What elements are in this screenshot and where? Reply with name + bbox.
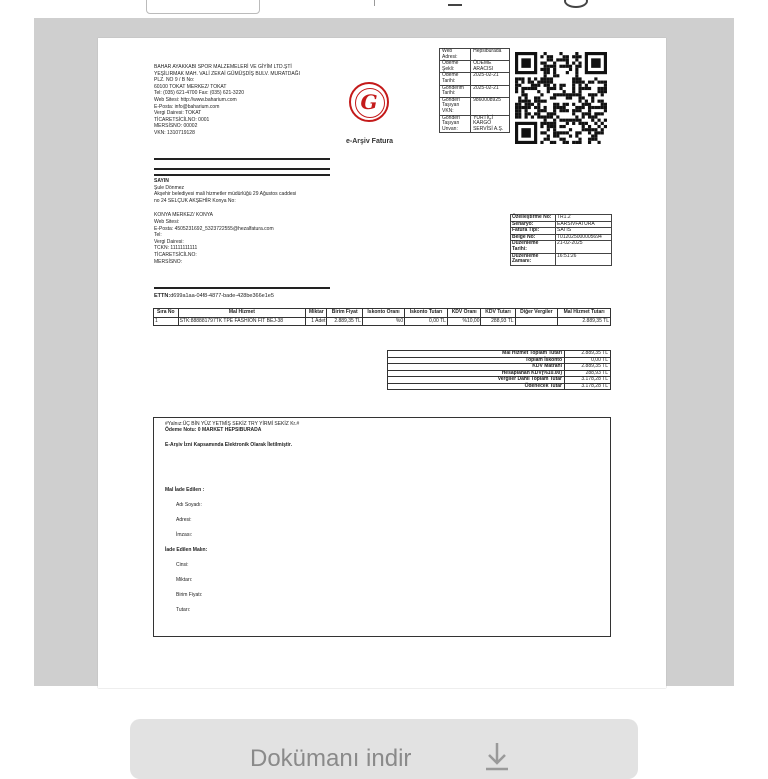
amount-in-words: #Yalnız:ÜÇ BİN YÜZ YETMİŞ SEKİZ TRY YİRMİ SEKİZ Kr.#: [165, 421, 300, 427]
items-cell: 0,00 TL: [405, 317, 448, 326]
buyer-line: TİCARETSİCİLNO:: [154, 251, 197, 258]
items-header: Sıra No: [154, 309, 179, 318]
ettn-label: ETTN:: [154, 293, 171, 299]
invoice-key: Senaryo:: [511, 221, 556, 228]
shipment-meta-table: [439, 48, 510, 133]
meta-row: [440, 73, 510, 85]
return-signature-label: İmzası:: [176, 532, 193, 538]
totals-table: [387, 350, 611, 390]
return-amount-label: Tutarı:: [176, 607, 191, 613]
items-header: Miktar: [306, 309, 327, 318]
toolbar-button[interactable]: [146, 0, 260, 14]
meta-row: [440, 49, 510, 61]
invoice-value: TR1.2: [556, 215, 612, 222]
toolbar-icon[interactable]: [564, 0, 588, 8]
buyer-line: TCKN: 11111111111: [154, 245, 198, 252]
meta-value: 2025-02-21: [471, 73, 510, 85]
return-goods-heading: İade Edilen Malın:: [165, 547, 208, 553]
meta-row: [440, 97, 510, 115]
items-cell: %0: [362, 317, 404, 326]
invoice-key: Belge No:: [511, 234, 556, 241]
meta-key: Web Adresi:: [440, 49, 471, 61]
buyer-line: Şule Dönmez: [154, 184, 185, 191]
items-cell: %10,00: [447, 317, 481, 326]
invoice-key: Düzenleme Zamanı:: [511, 253, 556, 265]
meta-value: Hepsiburada: [471, 49, 510, 61]
download-button-label: Dokümanı indir: [250, 745, 412, 772]
gib-logo: G: [349, 82, 389, 122]
notes-box: [153, 417, 611, 637]
viewer-toolbar: [34, 0, 734, 19]
meta-key: Gönderi Taşıyan VKN:: [440, 97, 471, 115]
invoice-info-table: [510, 214, 612, 266]
seller-line: Vergi Dairesi: TOKAT: [154, 110, 202, 117]
ettn-value: d699a1aa-04f8-4877-bade-428be366e1e5: [170, 293, 274, 299]
invoice-value: T012025000005694: [556, 234, 612, 241]
ettn: [154, 293, 274, 299]
seller-line: TİCARETSİCİLNO: 0001: [154, 116, 210, 123]
items-header: İskonto Oranı: [362, 309, 404, 318]
invoice-key: Düzenleme Tarihi:: [511, 241, 556, 253]
divider: [154, 174, 330, 176]
download-document-button[interactable]: [130, 719, 638, 779]
totals-key: KDV Matrahı: [388, 364, 565, 371]
invoice-key: Özelleştirme No:: [511, 215, 556, 222]
return-name-label: Adı Soyadı:: [176, 502, 202, 508]
qr-code-icon: [515, 52, 607, 144]
seller-line: BAHAR AYAKKABI SPOR MALZEMELERİ VE GİYİM LTD.ŞTİ: [154, 64, 292, 70]
return-quantity-label: Miktarı:: [176, 577, 193, 583]
items-cell: STK:888881797TK TPE FASHION FİT BEJ-38: [178, 317, 306, 326]
meta-row: [440, 85, 510, 97]
table-row: [154, 317, 611, 326]
divider: [154, 168, 330, 170]
items-cell: 1: [154, 317, 179, 326]
seller-line: Web Sitesi: http://www.baharium.com: [154, 96, 237, 103]
buyer-line: Akşehir belediyesi mali hizmetler müdürlüğü 29 Ağustos caddesi: [154, 191, 297, 198]
meta-key: Ödeme Tarihi:: [440, 73, 471, 85]
items-header: Birim Fiyat: [327, 309, 362, 318]
download-icon: [482, 741, 512, 771]
payment-note: Ödeme Notu: 0 MARKET HEPSIBURADA: [165, 427, 262, 433]
return-type-label: Cinsi:: [176, 562, 189, 568]
buyer-info: [154, 178, 414, 265]
buyer-line: KONYA MERKEZ/ KONYA: [154, 212, 213, 219]
items-table: [153, 308, 611, 326]
buyer-line: MERSİSNO:: [154, 258, 183, 265]
meta-value: YURTİÇİ KARGO SERVİSİ A.Ş.: [471, 115, 510, 133]
invoice-row: [511, 253, 612, 265]
seller-line: MERSİSNO: 00002: [154, 123, 198, 130]
totals-value: 0,00 TL: [565, 357, 611, 364]
totals-key: Ödenecek Tutar: [388, 383, 565, 390]
items-header: Mal Hizmet: [178, 309, 306, 318]
buyer-line: Tel:: [154, 232, 162, 239]
meta-value: 2025-02-21: [471, 85, 510, 97]
meta-key: Gönderi Taşıyan Unvan:: [440, 115, 471, 133]
buyer-line: E-Posta: 4505231692_5323722555@hezalfatura.com: [154, 225, 274, 232]
totals-key: Mal Hizmet Toplam Tutarı: [388, 351, 565, 358]
seller-line: VKN: 1310719128: [154, 129, 195, 136]
totals-value: 2.889,35 TL: [565, 364, 611, 371]
invoice-value: 21-02-2025: [556, 241, 612, 253]
return-address-label: Adresi:: [176, 517, 192, 523]
seller-line: Tel: (035) 621-4700 Fax: (035) 621-3220: [154, 90, 245, 97]
totals-key: Hesaplanan KDV(%10.00): [388, 370, 565, 377]
earsiv-note: E-Arşiv İzni Kapsamında Elektronik Olarak İletilmiştir.: [165, 442, 292, 448]
items-header: KDV Tutarı: [481, 309, 515, 318]
totals-row: [388, 383, 611, 390]
invoice-key: Fatura Tipi:: [511, 228, 556, 235]
seller-info: [154, 64, 332, 137]
totals-key: Toplam İskonto: [388, 357, 565, 364]
items-header: KDV Oranı: [447, 309, 481, 318]
items-header: Mal Hizmet Tutarı: [558, 309, 611, 318]
buyer-line: Web Sitesi:: [154, 218, 180, 225]
items-cell: [515, 317, 558, 326]
seller-line: E-Posta: info@baharium.com: [154, 103, 220, 110]
items-cell: 2.889,35 TL: [327, 317, 362, 326]
buyer-line: no 24 SELÇUK AKŞEHİR Konya No:: [154, 197, 236, 204]
logo-caption: e-Arşiv Fatura: [346, 138, 394, 145]
invoice-value: SATIS: [556, 228, 612, 235]
buyer-title: SAYIN: [154, 178, 169, 184]
seller-line: YEŞİLIRMAK MAH. VALİ ZEKAİ GÜMÜŞDİŞ BULV. MURATDAĞI: [154, 70, 300, 77]
invoice-page: [98, 38, 666, 688]
totals-key: Vergiler Dahil Toplam Tutar: [388, 377, 565, 384]
totals-value: 3.178,28 TL: [565, 383, 611, 390]
items-cell: 2.889,35 TL: [558, 317, 611, 326]
return-person-heading: Mal İade Edilen :: [165, 487, 205, 493]
invoice-row: [511, 241, 612, 253]
items-header: İskonto Tutarı: [405, 309, 448, 318]
seller-line: 60100 TOKAT MERKEZ/ TOKAT: [154, 83, 227, 90]
buyer-line: Vergi Dairesi:: [154, 238, 184, 245]
return-unit-price-label: Birim Fiyatı:: [176, 592, 203, 598]
document-viewer[interactable]: [34, 18, 734, 686]
toolbar-icon[interactable]: [448, 0, 462, 6]
items-cell: 1 Adet: [306, 317, 327, 326]
items-cell: 288,93 TL: [481, 317, 515, 326]
items-header: Diğer Vergiler: [515, 309, 558, 318]
seller-line: PLZ. NO 9 / B No:: [154, 77, 195, 84]
totals-value: 288,93 TL: [565, 370, 611, 377]
meta-row: [440, 115, 510, 133]
invoice-value: EARSIVFATURA: [556, 221, 612, 228]
totals-value: 3.178,28 TL: [565, 377, 611, 384]
totals-value: 2.889,35 TL: [565, 351, 611, 358]
invoice-value: 16:51:26: [556, 253, 612, 265]
meta-key: Gönderim Tarihi:: [440, 85, 471, 97]
meta-value: ÖDEME ARACISI: [471, 61, 510, 73]
meta-key: Ödeme Şekli:: [440, 61, 471, 73]
meta-value: 9860008925: [471, 97, 510, 115]
divider: [154, 287, 330, 289]
divider: [154, 158, 330, 160]
toolbar-divider: [374, 0, 375, 6]
